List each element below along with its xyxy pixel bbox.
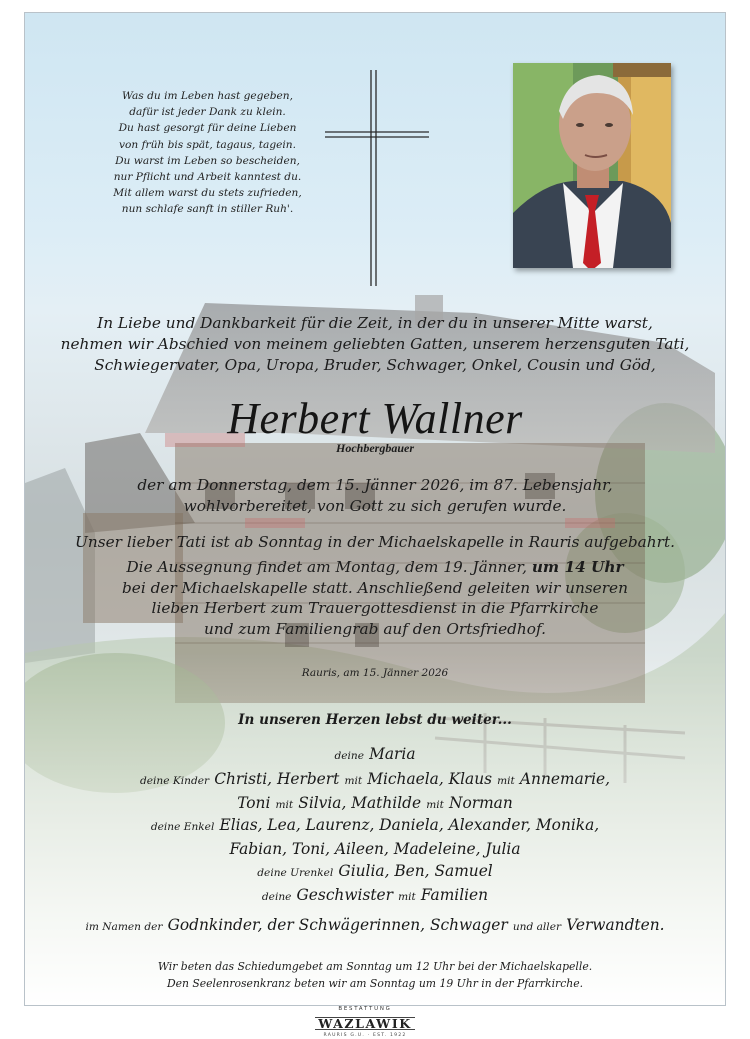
funeral-line-1 — [25, 557, 725, 578]
deceased-name: Herbert Wallner — [227, 394, 523, 443]
closing-notes — [25, 959, 725, 992]
siblings-families: Familien — [420, 886, 489, 904]
family-children — [25, 768, 725, 816]
label: und aller — [512, 921, 562, 933]
family-others — [25, 915, 725, 934]
family-great-grandchildren — [25, 861, 725, 880]
portrait-photo — [513, 63, 671, 268]
cross-icon — [325, 68, 435, 288]
poem-line: Was du im Leben hast gegeben, — [122, 90, 293, 102]
death-notice — [25, 475, 725, 516]
intro-line: nehmen wir Abschied von meinem geliebten Gatten, unserem herzensguten Tati, — [60, 335, 690, 353]
partner-names: Silvia, Mathilde — [298, 794, 422, 812]
partner-names: Annemarie, — [519, 770, 611, 788]
family-siblings — [25, 885, 725, 904]
poem-line: dafür ist jeder Dank zu klein. — [129, 106, 286, 119]
funeral-home-logo — [305, 1006, 425, 1038]
intro-line: Schwiegervater, Opa, Uropa, Bruder, Schwager, Onkel, Cousin und Göd, — [94, 356, 656, 374]
child-names: Christi, Herbert — [214, 770, 340, 788]
label: deine — [334, 750, 365, 762]
logo-bottom: RAURIS G.U. · EST. 1922 — [323, 1033, 407, 1038]
label: deine Urenkel — [257, 867, 334, 879]
viewing-notice — [25, 532, 725, 553]
label: deine Kinder — [139, 775, 210, 787]
death-notice-line: der am Donnerstag, dem 15. Jänner 2026, im 87. Lebensjahr, — [137, 476, 613, 494]
family-grandchildren — [25, 814, 725, 860]
child-names: Toni — [237, 794, 271, 812]
closing-line: Den Seelenrosenkranz beten wir am Sonntag um 19 Uhr in der Pfarrkirche. — [166, 976, 584, 990]
label: mit — [497, 775, 515, 787]
place-date: Rauris, am 15. Jänner 2026 — [301, 667, 449, 679]
intro-text — [25, 313, 725, 376]
funeral-line-2: bei der Michaelskapelle statt. Anschließend geleiten wir unseren — [122, 578, 628, 597]
partner-names: Michaela, Klaus — [367, 770, 493, 788]
funeral-notice — [25, 557, 725, 639]
obituary-card — [24, 12, 726, 1006]
funeral-line-4: und zum Familiengrab auf den Ortsfriedhof. — [204, 619, 546, 638]
poem-line: nur Pflicht und Arbeit kanntest du. — [113, 171, 302, 184]
poem-line: Du hast gesorgt für deine Lieben — [118, 122, 297, 135]
wife-name: Maria — [369, 745, 416, 763]
poem-line: von früh bis spät, tagaus, tagein. — [119, 138, 296, 151]
label: mit — [426, 799, 444, 811]
poem — [65, 88, 350, 218]
in-memory-heading: In unseren Herzen lebst du weiter... — [238, 712, 512, 728]
funeral-time: um 14 Uhr — [531, 558, 624, 576]
grandchildren-names: Elias, Lea, Laurenz, Daniela, Alexander, Monika, — [219, 816, 600, 834]
relatives: Verwandten. — [566, 916, 665, 934]
funeral-text: Die Aussegnung findet am Montag, dem 19. Jänner, — [126, 558, 532, 576]
poem-line: nun schlafe sanft in stiller Ruh'. — [121, 203, 294, 216]
death-notice-line: wohlvorbereitet, von Gott zu sich gerufen wurde. — [183, 496, 567, 515]
viewing-line: Unser lieber Tati ist ab Sonntag in der Michaelskapelle in Rauris aufgebahrt. — [75, 533, 675, 551]
poem-line: Du warst im Leben so bescheiden, — [115, 154, 300, 167]
label: mit — [275, 799, 294, 811]
closing-line: Wir beten das Schiedumgebet am Sonntag um 12 Uhr bei der Michaelskapelle. — [157, 960, 593, 973]
label: mit — [398, 891, 416, 903]
partner-names: Norman — [448, 794, 513, 812]
label: deine — [261, 891, 292, 903]
poem-line: Mit allem warst du stets zufrieden, — [113, 187, 302, 200]
siblings: Geschwister — [296, 886, 393, 904]
godchildren: Godnkinder, der Schwägerinnen, Schwager — [167, 916, 508, 934]
label: im Namen der — [85, 921, 163, 933]
intro-line: In Liebe und Dankbarkeit für die Zeit, in der du in unserer Mitte warst, — [97, 314, 653, 332]
family-wife — [25, 744, 725, 763]
logo-top: BESTATTUNG — [338, 1006, 392, 1012]
label: mit — [344, 775, 363, 787]
deceased-title: Hochbergbauer — [336, 441, 414, 455]
great-grandchildren-names: Giulia, Ben, Samuel — [338, 862, 493, 880]
grandchildren-names: Fabian, Toni, Aileen, Madeleine, Julia — [229, 840, 521, 858]
funeral-line-3: lieben Herbert zum Trauergottesdienst in die Pfarrkirche — [151, 599, 599, 618]
logo-name: WAZLAWIK — [315, 1017, 414, 1030]
label: deine Enkel — [150, 821, 215, 833]
